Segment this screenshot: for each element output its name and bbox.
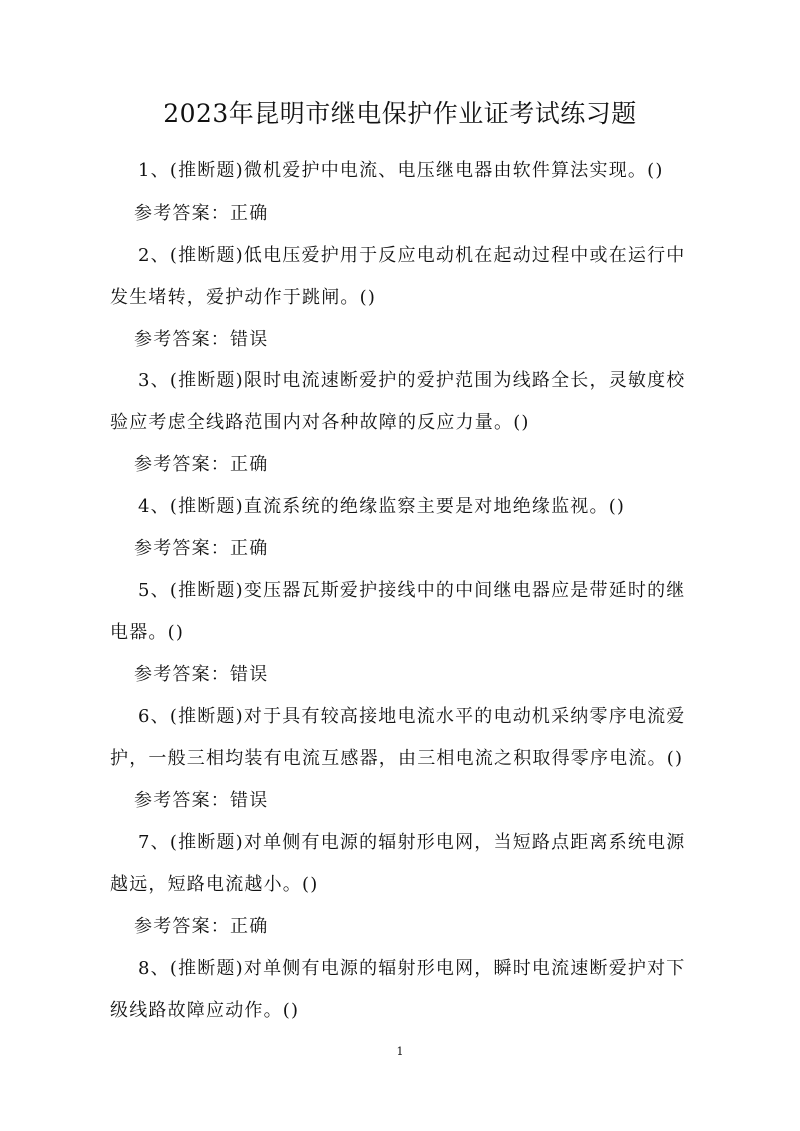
- question-3-line-1: 3、(推断题)限时电流速断爱护的爱护范围为线路全长，灵敏度校: [138, 370, 686, 391]
- answer-3: 参考答案：正确: [134, 454, 269, 475]
- question-8-line-2: 级线路故障应动作。(): [110, 1000, 300, 1021]
- answer-1: 参考答案：正确: [134, 203, 269, 224]
- answer-6: 参考答案：错误: [134, 790, 269, 811]
- question-1-line-1: 1、(推断题)微机爱护中电流、电压继电器由软件算法实现。(): [138, 160, 664, 181]
- answer-2: 参考答案：错误: [134, 329, 269, 350]
- document-title: 2023年昆明市继电保护作业证考试练习题: [163, 99, 637, 128]
- question-2-line-2: 发生堵转，爱护动作于跳闸。(): [110, 287, 377, 308]
- answer-4: 参考答案：正确: [134, 538, 269, 559]
- question-8-line-1: 8、(推断题)对单侧有电源的辐射形电网，瞬时电流速断爱护对下: [138, 958, 686, 979]
- question-3-line-2: 验应考虑全线路范围内对各种故障的反应力量。(): [110, 412, 530, 433]
- page-number: 1: [396, 1045, 404, 1058]
- question-6-line-1: 6、(推断题)对于具有较高接地电流水平的电动机采纳零序电流爱: [138, 706, 686, 727]
- question-5-line-2: 电器。(): [110, 622, 185, 643]
- answer-5: 参考答案：错误: [134, 664, 269, 685]
- question-7-line-1: 7、(推断题)对单侧有电源的辐射形电网，当短路点距离系统电源: [138, 832, 686, 853]
- question-6-line-2: 护，一般三相均装有电流互感器，由三相电流之积取得零序电流。(): [110, 748, 684, 769]
- question-7-line-2: 越远，短路电流越小。(): [110, 874, 319, 895]
- question-2-line-1: 2、(推断题)低电压爱护用于反应电动机在起动过程中或在运行中: [138, 245, 686, 266]
- answer-7: 参考答案：正确: [134, 916, 269, 937]
- question-4-line-1: 4、(推断题)直流系统的绝缘监察主要是对地绝缘监视。(): [138, 496, 626, 517]
- question-5-line-1: 5、(推断题)变压器瓦斯爱护接线中的中间继电器应是带延时的继: [138, 580, 686, 601]
